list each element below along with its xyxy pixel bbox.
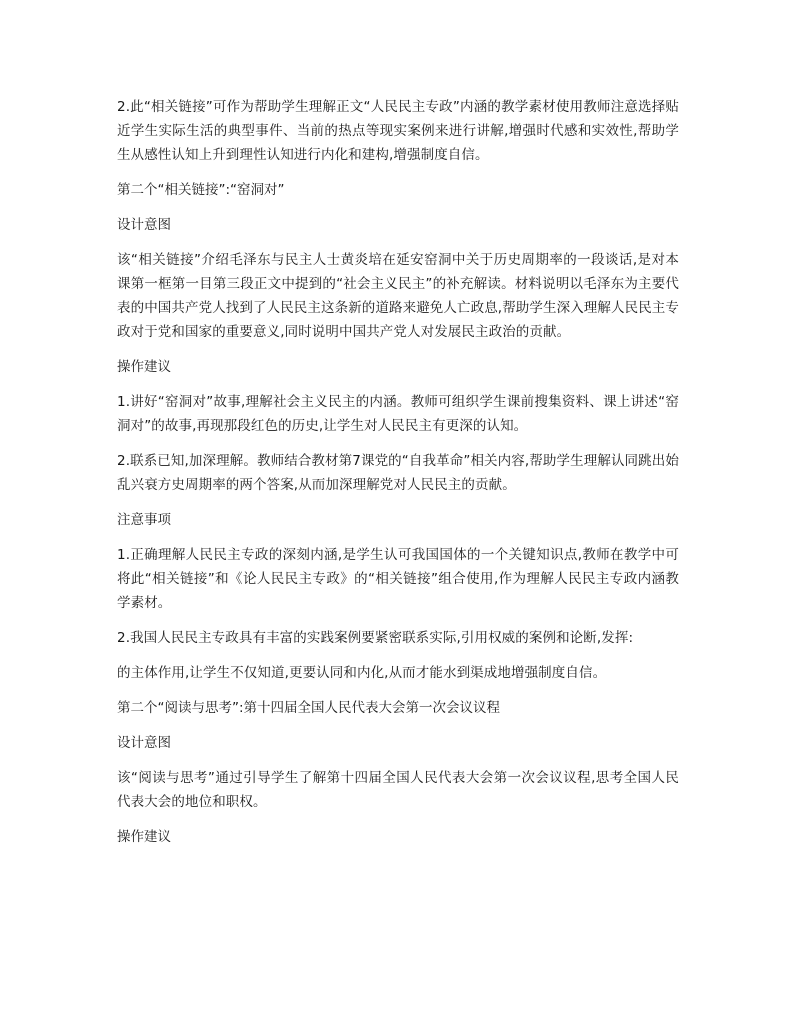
paragraph-note-2-continued: 的主体作用,让学生不仅知道,更要认同和内化,从而才能水到渠成地增强制度自信。	[117, 665, 607, 681]
paragraph-note-2: 2.我国人民民主专政具有丰富的实践案例要紧密联系实际,引用权威的案例和论断,发挥:	[117, 630, 634, 646]
heading-design-intent: 设计意图	[117, 217, 171, 233]
paragraph-design-intent-yaodongdui: 该“相关链接”介绍毛泽东与民主人士黄炎培在延安窑洞中关于历史周期率的一段谈话,是对本课第一框第一目第三段正文中提到的“社会主义民主”的补充解读。材料说明以毛泽东为主要代表的中国共产党人找到了人民民主这条新的道路来避免人亡政息,帮助学生深入理解人民民主专政对于党和国家的重要意义,同时说明中国共产党人对发展民主政治的贡献。	[117, 252, 679, 340]
heading-notes: 注意事项	[117, 512, 171, 528]
paragraph-design-intent-npc: 该“阅读与思考”通过引导学生了解第十四届全国人民代表大会第一次会议议程,思考全国人民代表大会的地位和职权。	[117, 770, 679, 810]
heading-second-reading-thinking: 第二个“阅读与思考”:第十四届全国人民代表大会第一次会议议程	[117, 700, 501, 716]
paragraph-related-link-usage: 2.此“相关链接”可作为帮助学生理解正文“人民民主专政”内涵的教学素材使用教师注意选择贴近学生实际生活的典型事件、当前的热点等现实案例来进行讲解,增强时代感和实效性,帮助学生从感性认知上升到理性认知进行内化和建构,增强制度自信。	[117, 99, 679, 163]
heading-operation-suggestions: 操作建议	[117, 359, 171, 375]
paragraph-suggestion-1: 1.讲好“窑洞对”故事,理解社会主义民主的内涵。教师可组织学生课前搜集资料、课上讲述“窑洞对”的故事,再现那段红色的历史,让学生对人民民主有更深的认知。	[117, 394, 679, 434]
paragraph-note-1: 1.正确理解人民民主专政的深刻内涵,是学生认可我国国体的一个关键知识点,教师在教学中可将此“相关链接”和《论人民民主专政》的“相关链接”组合使用,作为理解人民民主专政内涵教学素材。	[117, 547, 679, 611]
paragraph-suggestion-2: 2.联系已知,加深理解。教师结合教材第7课党的“自我革命”相关内容,帮助学生理解认同跳出始乱兴衰方史周期率的两个答案,从而加深理解党对人民民主的贡献。	[117, 453, 679, 493]
heading-operation-suggestions-2: 操作建议	[117, 829, 171, 845]
heading-second-related-link: 第二个“相关链接”:“窑洞对”	[117, 182, 285, 198]
heading-design-intent-2: 设计意图	[117, 735, 171, 751]
document-body	[117, 95, 679, 860]
